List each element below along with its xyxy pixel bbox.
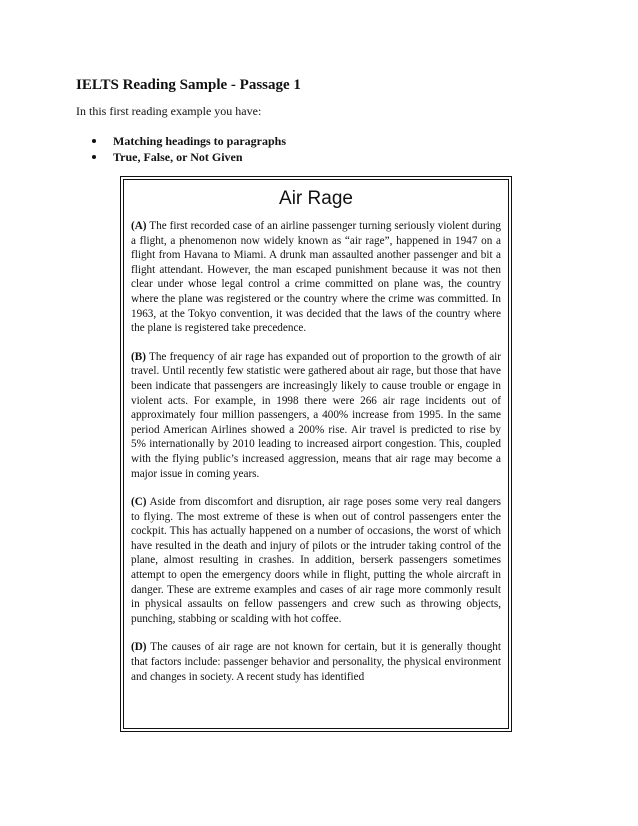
paragraph-label: (D)	[131, 641, 147, 654]
bullet-icon	[92, 155, 96, 159]
bullet-icon	[92, 139, 96, 143]
passage-frame	[120, 176, 512, 732]
list-item	[78, 133, 286, 149]
question-type-list	[78, 133, 286, 165]
paragraph-text: The frequency of air rage has expanded out of proportion to the growth of air travel. Until recently few statistic were gathered about air rage, but those that have been indicate that passengers are increasingly likely to cause trouble or engage in violent acts. For example, in 1998 there were 266 air rage incidents out of approximately four million passengers, a 400% increase from 1995. In the same period American Airlines showed a 200% rise. Air travel is predicted to rise by 5% internationally by 2010 leading to increased airport congestion. This, coupled with the flying public’s increased aggression, means that air rage may become a major issue in coming years.	[131, 350, 501, 480]
paragraph-label: (B)	[131, 350, 146, 363]
paragraph-a	[131, 219, 501, 336]
page-title: IELTS Reading Sample - Passage 1	[76, 77, 301, 93]
list-item-label: Matching headings to paragraphs	[113, 134, 287, 148]
intro-text: In this first reading example you have:	[76, 104, 262, 118]
paragraph-text: The causes of air rage are not known for certain, but it is generally thought that factors include: passenger behavior and personality, the physical environment and changes in society. A recent study has identified	[131, 641, 501, 683]
list-item-label: True, False, or Not Given	[113, 150, 243, 164]
paragraph-text: Aside from discomfort and disruption, air rage poses some very real dangers to flying. The most extreme of these is when out of control passengers enter the cockpit. This has actually happened on a number of occasions, the worst of which have resulted in the death and injury of pilots or the intruder taking control of the plane, almost resulting in crashes. In addition, berserk passengers sometimes attempt to open the emergency doors while in flight, putting the whole aircraft in danger. These are extreme examples and cases of air rage more commonly result in physical assaults on fellow passengers and crew such as throwing objects, punching, stabbing or scalding with hot coffee.	[131, 496, 501, 625]
paragraph-text: The first recorded case of an airline passenger turning seriously violent during a flight, a phenomenon now widely known as “air rage”, happened in 1947 on a flight from Havana to Miami. A drunk man assaulted another passenger and bit a flight attendant. However, the man escaped punishment because it was not then clear under whose legal control a crime committed on plane was, the country where the plane was registered or the country where the crime was committed. In 1963, at the Tokyo convention, it was decided that the laws of the country where the plane is registered take precedence.	[131, 220, 501, 335]
paragraph-label: (C)	[131, 496, 147, 509]
paragraph-c	[131, 495, 501, 626]
passage-box	[123, 179, 509, 729]
paragraph-label: (A)	[131, 220, 147, 232]
list-item	[78, 149, 286, 165]
paragraph-d	[131, 640, 501, 684]
paragraph-b	[131, 350, 501, 481]
passage-title: Air Rage	[279, 188, 353, 209]
